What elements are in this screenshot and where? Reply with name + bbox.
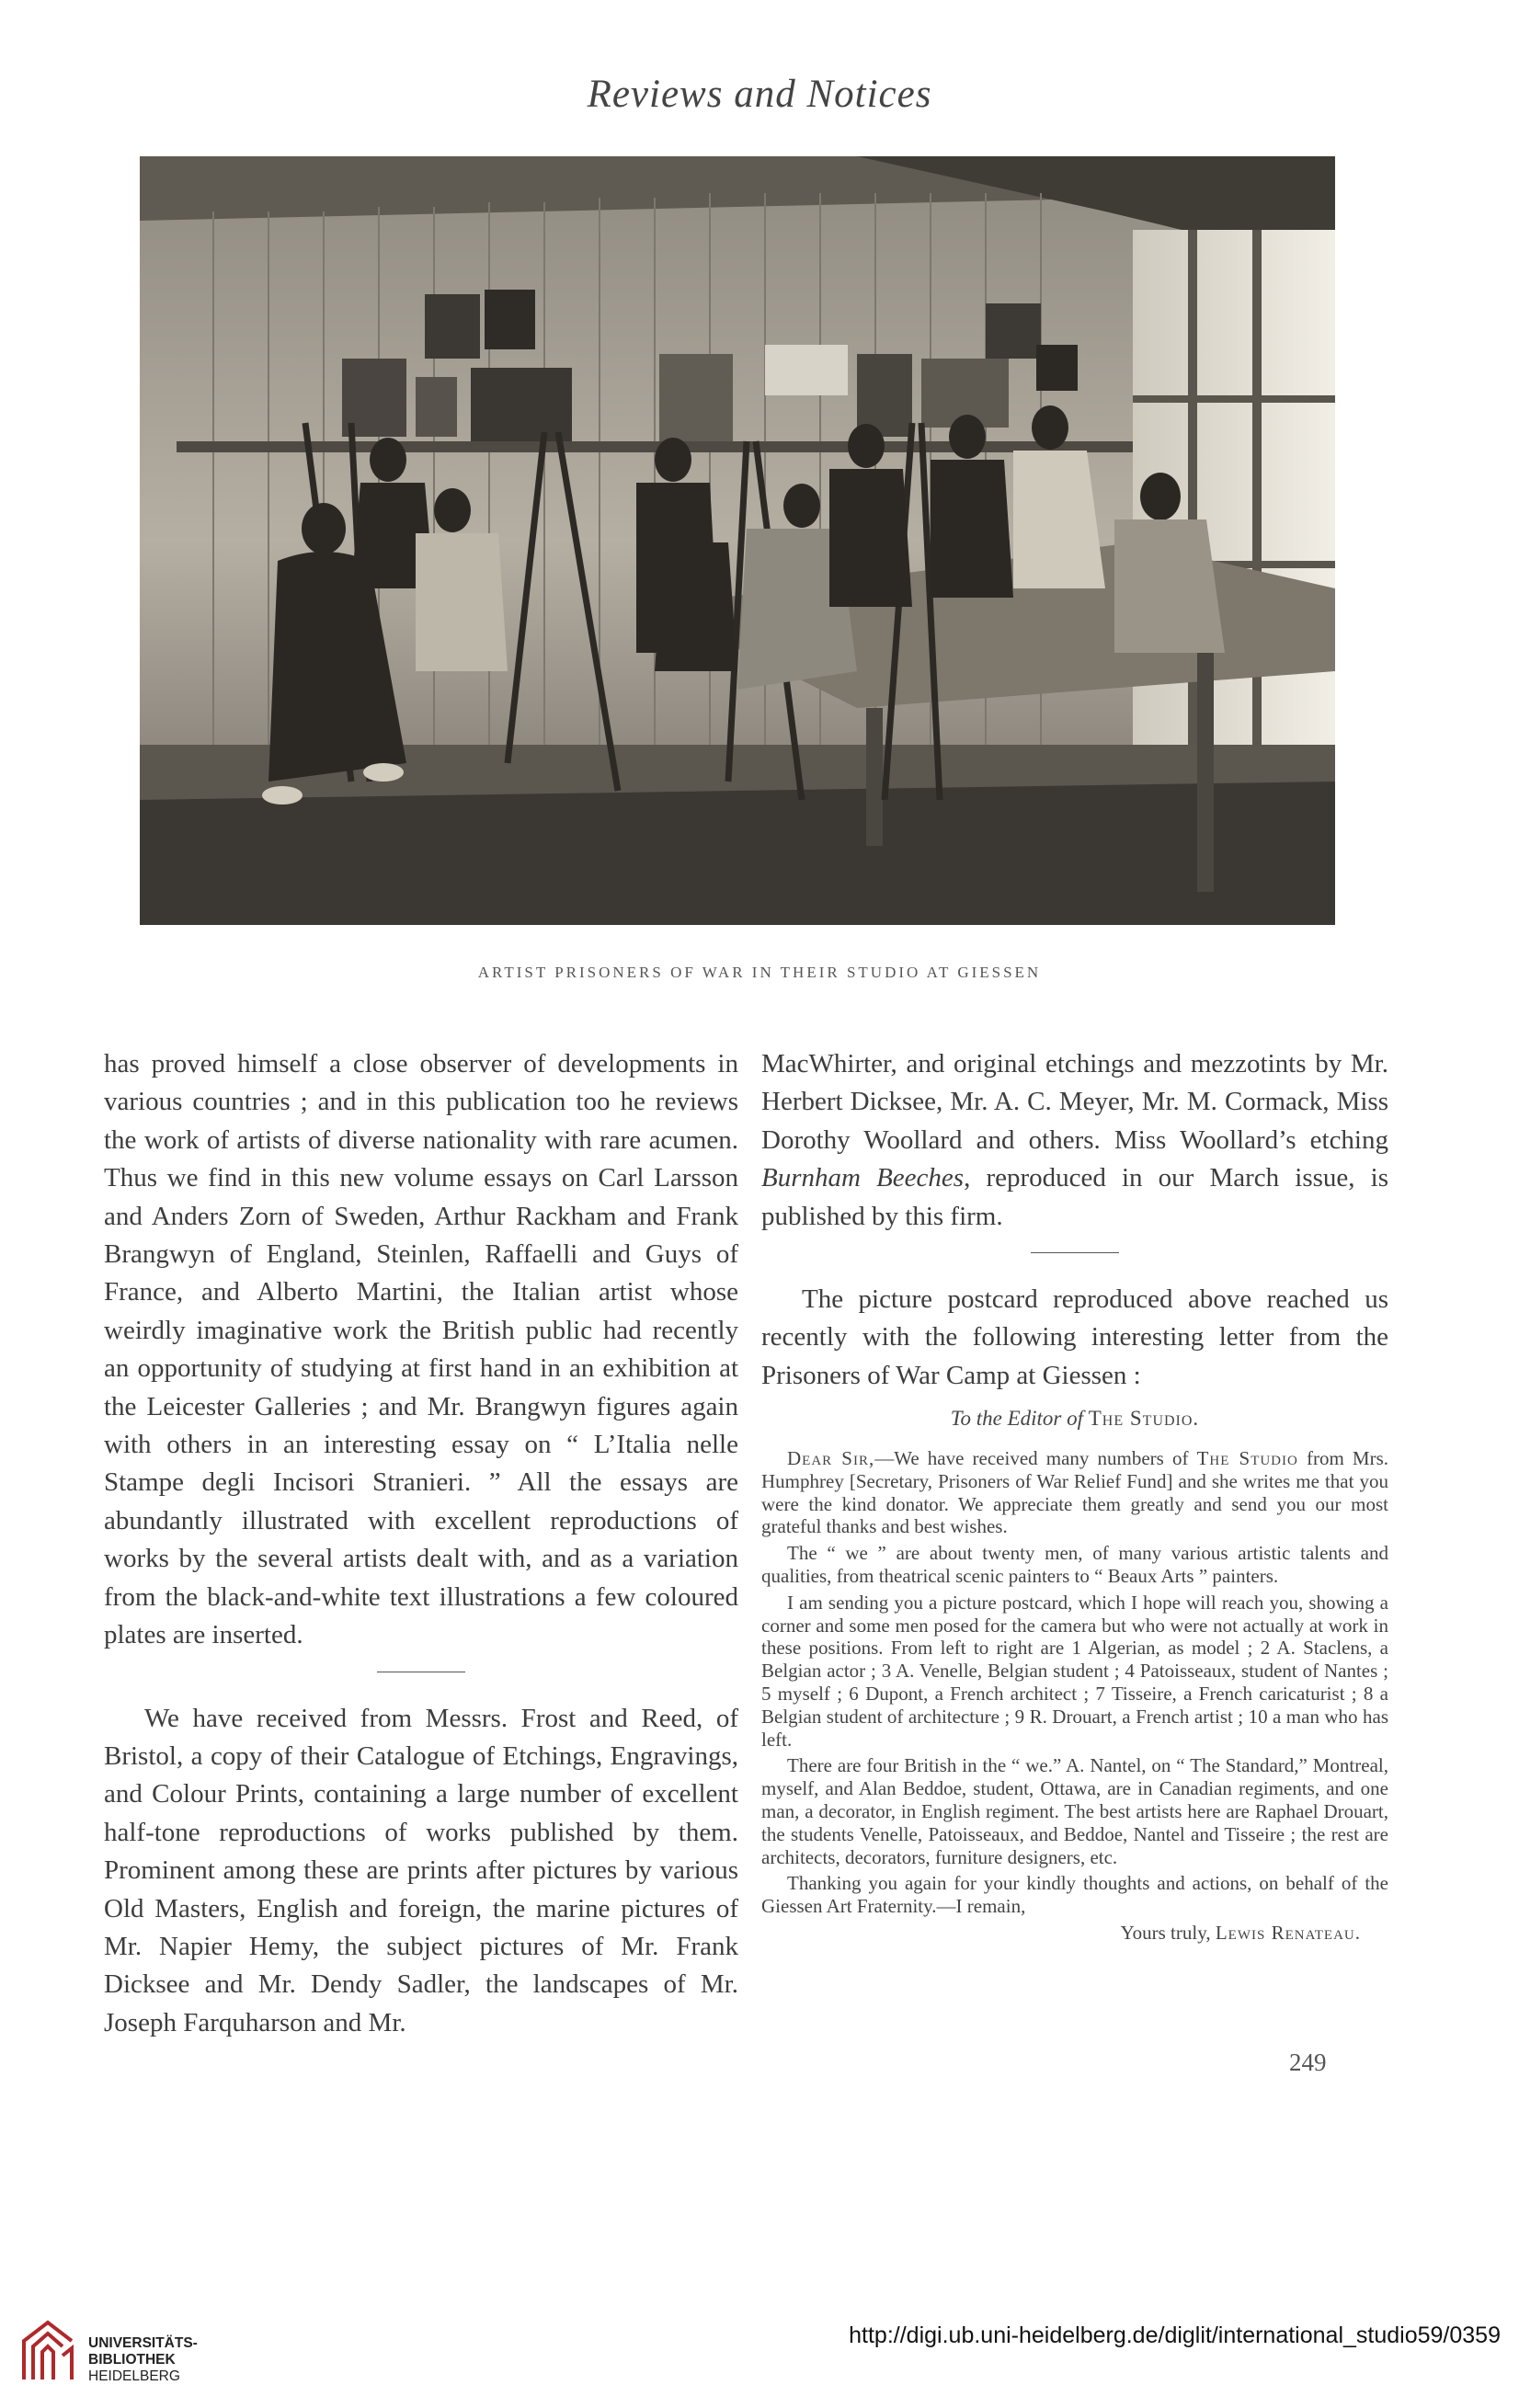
photograph-icon	[140, 156, 1335, 925]
paragraph: MacWhirter, and original etchings and mezzotints by Mr. Herbert Dicksee, Mr. A. C. Meyer, Mr. M. Cormack, Miss Dorothy Woollard and others. Miss Woollard’s etching Burnham Beeches, reproduced in our March issue, is published by this firm.	[761, 1049, 1388, 1231]
quoted-letter	[761, 1408, 1388, 1945]
left-column	[104, 1045, 738, 2042]
section-divider	[1031, 1252, 1119, 1253]
letter-signoff: Yours truly, Lewis Renateau.	[1120, 1921, 1361, 1944]
letter-paragraph: There are four British in the “ we.” A. Nantel, on “ The Standard,” Montreal, myself, and Alan Beddoe, student, Ottawa, are in Canadian regiments, and one man, a decorator, in English regiment. The best artists here are Raphael Drouart, the students Venelle, Patoisseaux, and Beddoe, Nantel and Tisseire ; the rest are architects, decorators, furniture designers, etc.	[761, 1754, 1388, 1868]
paragraph: has proved himself a close observer of developments in various countries ; and in this publication too he reviews the work of artists of diverse nationality with rare acumen. Thus we find in this new volume essays on Carl Larsson and Anders Zorn of Sweden, Arthur Rackham and Frank Brangwyn of England, Steinlen, Raffaelli and Guys of France, and Alberto Martini, the Italian artist whose weirdly imaginative work the British public had recently an opportunity of studying at first hand in an exhibition at the Leicester Galleries ; and Mr. Brangwyn figures again with others in an interesting essay on “ L’Italia nelle Stampe degli Incisori Stranieri. ” All the essays are abundantly illustrated with excellent reproductions of works by the several artists dealt with, and as a variation from the black-and-white text illustrations a few coloured plates are inserted.	[104, 1049, 738, 1650]
source-url-link[interactable]: http://digi.ub.uni-heidelberg.de/diglit/international_studio59/0359	[849, 2322, 1501, 2348]
letter-paragraph: The “ we ” are about twenty men, of many various artistic talents and qualities, from theatrical scenic painters to “ Beaux Arts ” painters.	[761, 1542, 1388, 1588]
artwork-title: Burnham Beeches	[761, 1163, 965, 1193]
letter-paragraph: Thanking you again for your kindly thoughts and actions, on behalf of the Giessen Art Fraternity.—I remain,	[761, 1872, 1388, 1918]
salutation: Dear Sir,	[787, 1447, 875, 1470]
photo-caption: ARTIST PRISONERS OF WAR IN THEIR STUDIO AT GIESSEN	[477, 964, 1042, 981]
library-logo-icon	[17, 2315, 79, 2389]
letter-heading: To the Editor of The Studio.	[950, 1407, 1200, 1431]
footer-bar	[0, 2304, 1519, 2408]
page-number: 249	[1289, 2049, 1327, 2076]
paragraph: We have received from Messrs. Frost and Reed, of Bristol, a copy of their Catalogue of Etchings, Engravings, and Colour Prints, containing a large number of excellent half-tone reproductions of works published by them. Prominent among these are prints after pictures by various Old Masters, English and foreign, the marine pictures of Mr. Napier Hemy, the subject pictures of Mr. Frank Dicksee and Mr. Dendy Sadler, the landscapes of Mr. Joseph Farquharson and Mr.	[104, 1703, 738, 2037]
paragraph: The picture postcard reproduced above reached us recently with the following interesting letter from the Prisoners of War Camp at Giessen :	[761, 1284, 1388, 1390]
running-head: Reviews and Notices	[587, 73, 932, 116]
letter-paragraph: I am sending you a picture postcard, which I hope will reach you, showing a corner and some men posed for the camera but who were not actually at work in these positions. From left to right are 1 Algerian, as model ; 2 A. Staclens, a Belgian actor ; 3 A. Venelle, Belgian student ; 4 Patoisseaux, student of Nantes ; 5 myself ; 6 Dupont, a French architect ; 7 Tisseire, a French caricaturist ; 8 a Belgian student of architecture ; 9 R. Drouart, a French artist ; 10 a man who has left.	[761, 1591, 1388, 1751]
letter-paragraph: Dear Sir,—We have received many numbers of The Studio from Mrs. Humphrey [Secretary, Prisoners of War Relief Fund] and she writes me that you were the kind donator. We appreciate them greatly and send you our most grateful thanks and best wishes.	[761, 1447, 1388, 1538]
photograph-plate	[140, 156, 1335, 925]
right-column	[761, 1045, 1388, 1948]
library-name: UNIVERSITÄTS- BIBLIOTHEK HEIDELBERG	[88, 2335, 198, 2384]
